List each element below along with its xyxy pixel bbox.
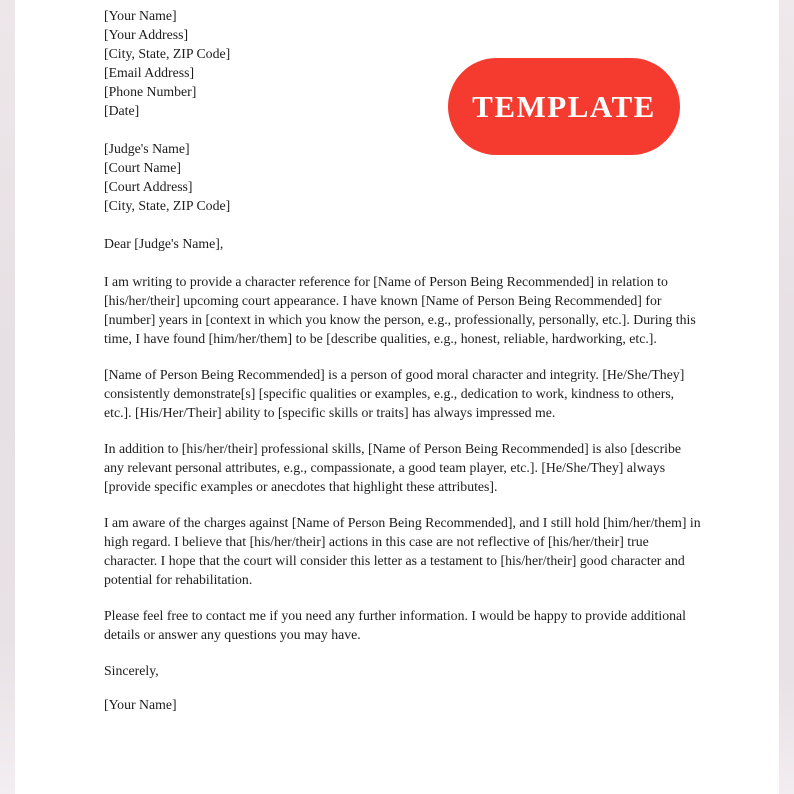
salutation: Dear [Judge's Name], [104, 236, 224, 251]
sender-phone: [Phone Number] [104, 84, 197, 99]
sender-city-state-zip: [City, State, ZIP Code] [104, 46, 231, 61]
recipient-court-address: [Court Address] [104, 179, 193, 194]
template-badge [448, 58, 680, 155]
recipient-city-state-zip: [City, State, ZIP Code] [104, 198, 231, 213]
paragraph-introduction: I am writing to provide a character reference for [Name of Person Being Recommended] in relation to [his/her/their] upcoming court appearance. I have known [Name of Person Being Recommended] for [number] years in [context in which you know the person, e.g., professionally, personally, etc.]. During this time, I have found [him/her/them] to be [describe qualities, e.g., honest, reliable, hardworking, etc.]. [104, 274, 696, 346]
recipient-court-name: [Court Name] [104, 160, 182, 175]
paragraph-personal-attributes: In addition to [his/her/their] professional skills, [Name of Person Being Recommended] is also [describe any relevant personal attributes, e.g., compassionate, a good team player, etc.]. [He/She/They] always [provide specific examples or anecdotes that highlight these attributes]. [104, 441, 682, 494]
right-border-strip [779, 0, 794, 794]
signature-name: [Your Name] [104, 697, 177, 712]
left-border-strip [0, 0, 15, 794]
sender-name: [Your Name] [104, 8, 177, 23]
closing-phrase: Sincerely, [104, 663, 159, 678]
paragraph-charges: I am aware of the charges against [Name of Person Being Recommended], and I still hold [him/her/them] in high regard. I believe that [his/her/their] actions in this case are not reflective of [his/her/their] true character. I hope that the court will consider this letter as a testament to [his/her/their] good character and potential for rehabilitation. [104, 515, 701, 587]
recipient-judge-name: [Judge's Name] [104, 141, 190, 156]
sender-email: [Email Address] [104, 65, 195, 80]
paragraph-character: [Name of Person Being Recommended] is a person of good moral character and integrity. [He/She/They] consistently demonstrate[s] [specific qualities or examples, e.g., dedication to work, kindness to others, etc.]. [His/Her/Their] ability to [specific skills or traits] has always impressed me. [104, 367, 685, 420]
closing-block [104, 661, 704, 714]
letter-date: [Date] [104, 103, 140, 118]
sender-address: [Your Address] [104, 27, 189, 42]
template-badge-label: TEMPLATE [472, 88, 656, 124]
paragraph-contact: Please feel free to contact me if you need any further information. I would be happy to provide additional details or answer any questions you may have. [104, 608, 686, 642]
